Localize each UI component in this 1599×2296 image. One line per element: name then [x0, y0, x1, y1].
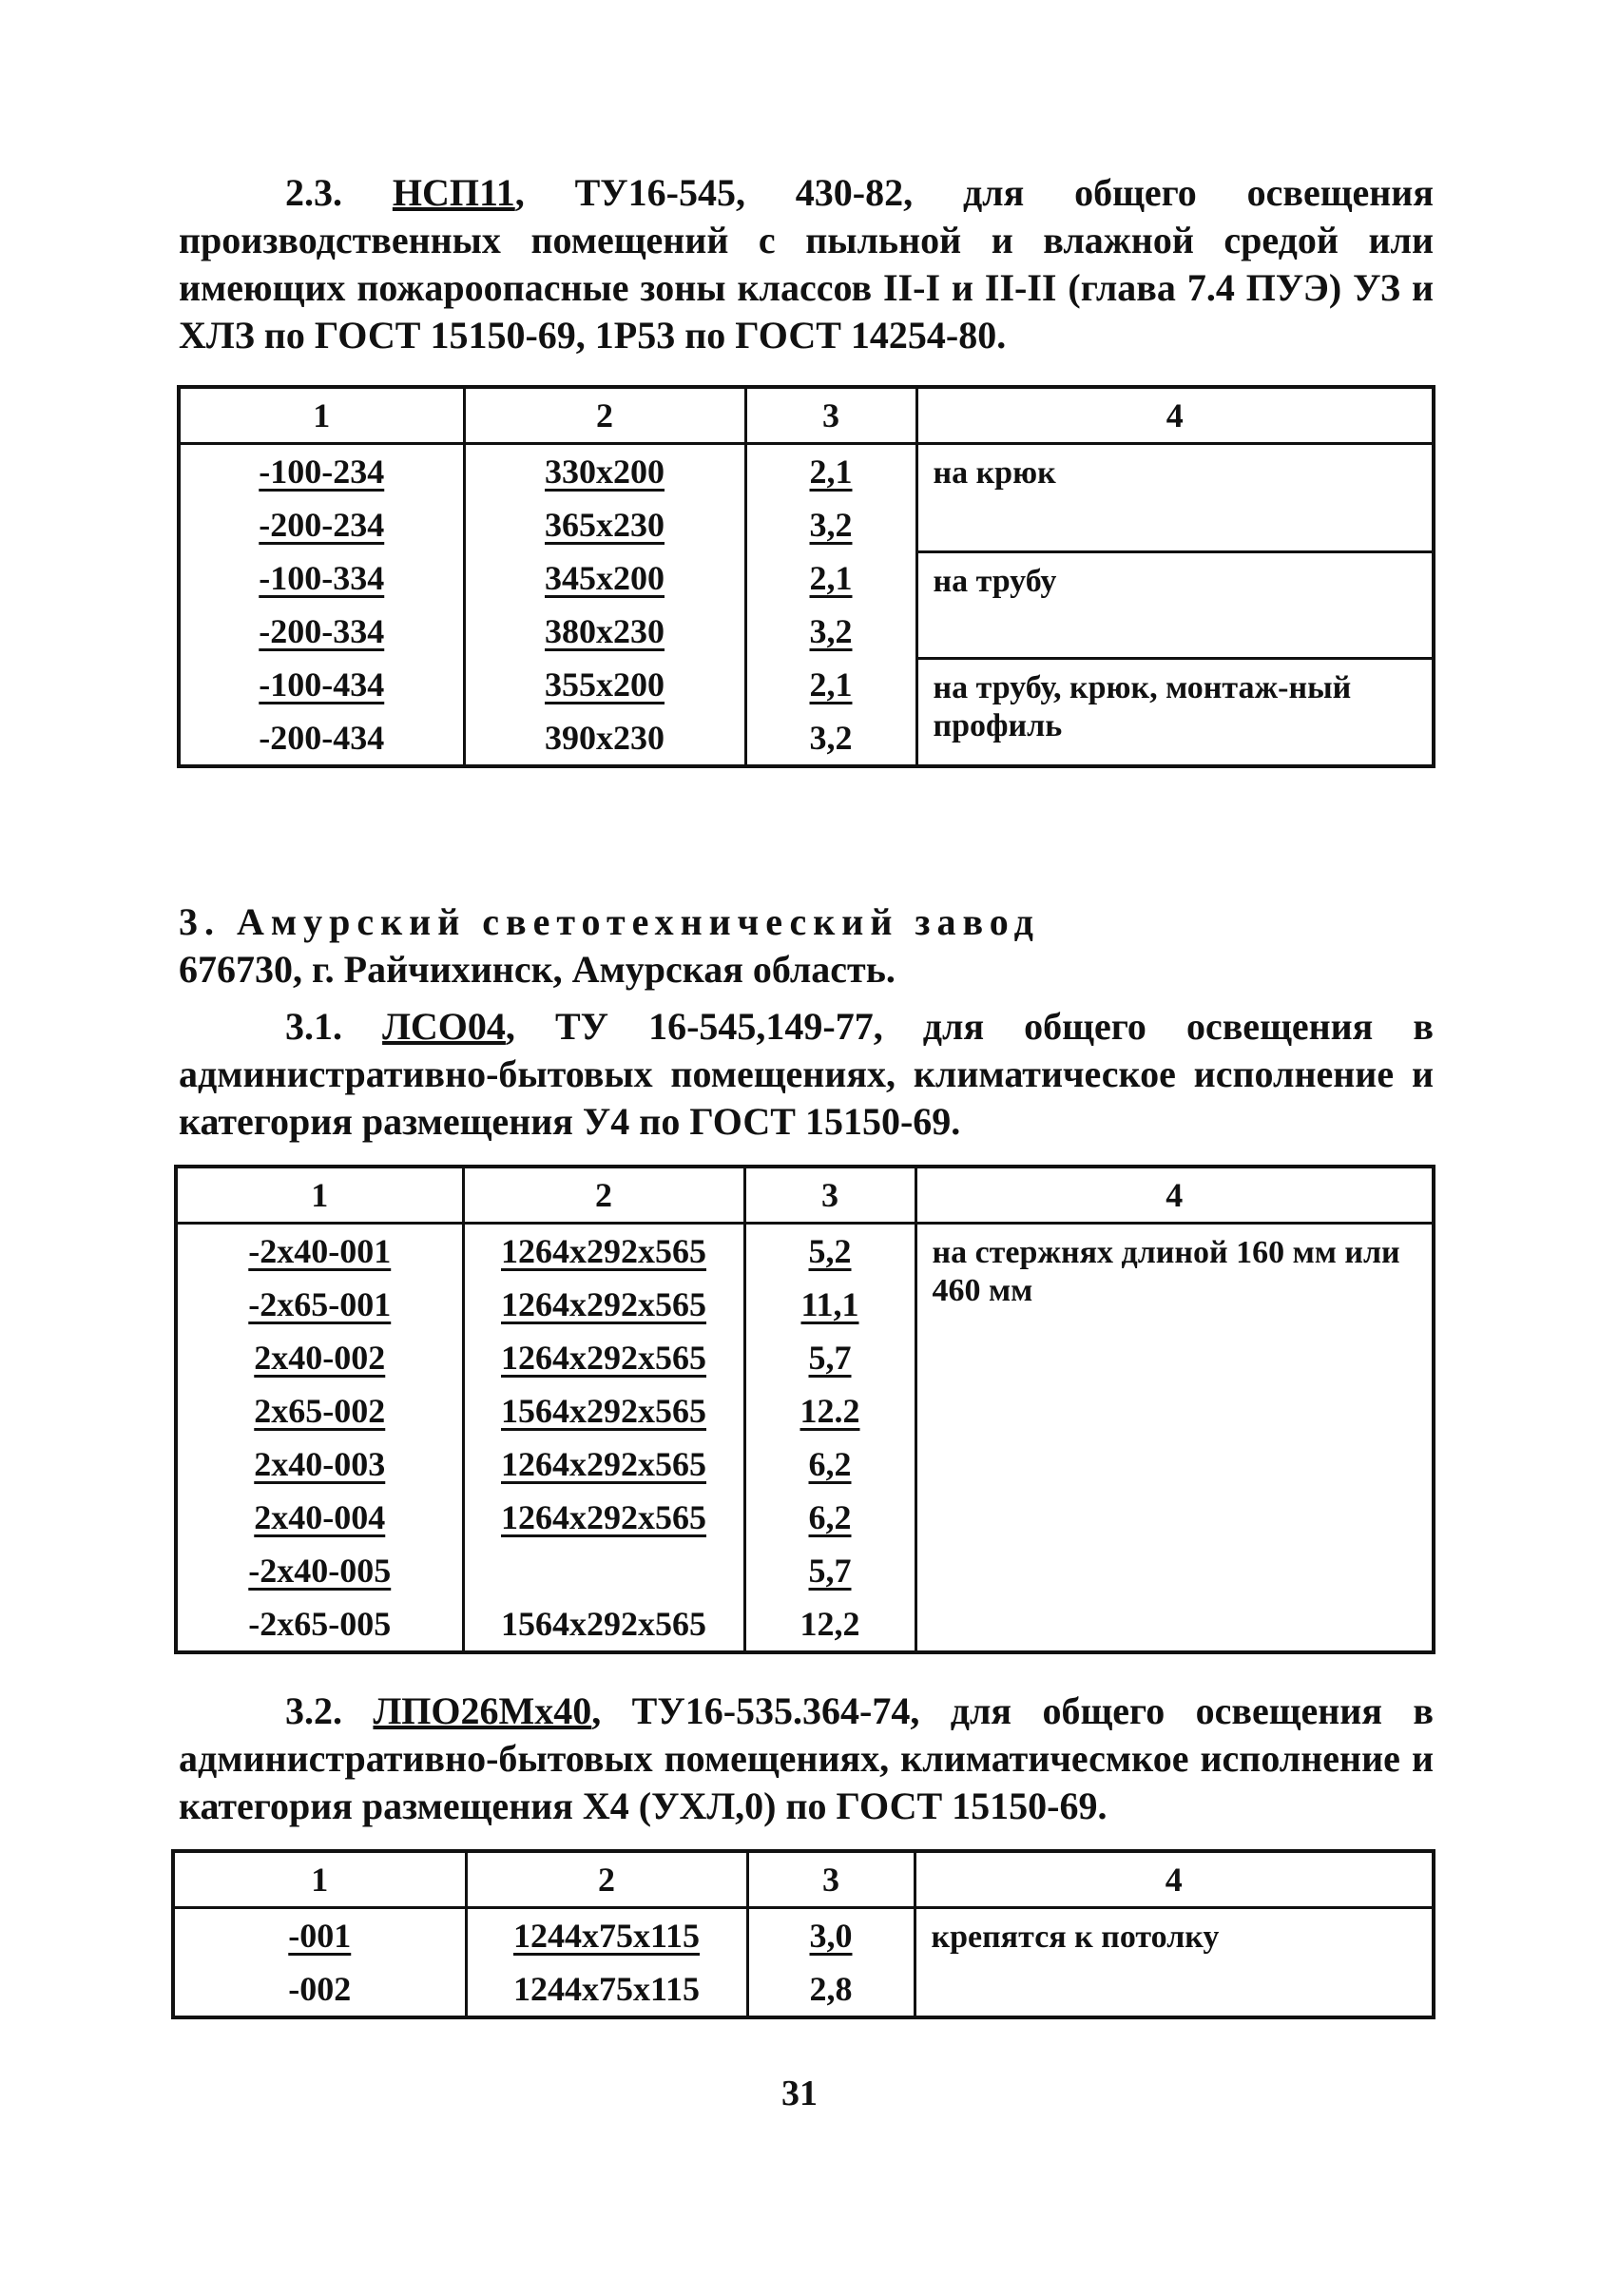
col-header-4: 4 — [915, 1167, 1434, 1224]
cell-remark: на трубу — [916, 551, 1434, 658]
col-header-4: 4 — [916, 387, 1434, 444]
cell-type: -200-234 — [179, 498, 464, 551]
cell-type: -100-434 — [179, 658, 464, 711]
cell-type: -200-334 — [179, 605, 464, 658]
section-2-3-name: НСП11 — [392, 171, 515, 214]
cell-dimensions: 1244x75x115 — [466, 1908, 747, 1963]
cell-dimensions: 1564x292x565 — [463, 1384, 744, 1437]
section-2-3-text: , ТУ16-545, 430-82, для общего освещения производственных помещений с пыльной и влажной средой или имеющих пожароопасные зоны классов II-I и II-II (глава 7.4 ПУЭ) УЗ и ХЛЗ по ГОСТ 15150-69, 1Р53 по ГОСТ 14254-80. — [179, 171, 1434, 357]
section-3-2-name: ЛПО26Мх40 — [373, 1689, 592, 1732]
col-header-1: 1 — [179, 387, 464, 444]
cell-type: -100-234 — [179, 444, 464, 499]
cell-type: 2x65-002 — [176, 1384, 463, 1437]
cell-dimensions: 1264x292x565 — [463, 1224, 744, 1279]
cell-dimensions: 345x200 — [464, 551, 745, 605]
cell-mass: 3,2 — [745, 498, 916, 551]
cell-mass: 6,2 — [744, 1437, 915, 1491]
cell-type: -2x65-001 — [176, 1278, 463, 1331]
cell-mass: 5,2 — [744, 1224, 915, 1279]
section-3-2-number: 3.2. — [285, 1689, 342, 1732]
cell-dimensions — [463, 1544, 744, 1597]
cell-mass: 3,0 — [747, 1908, 915, 1963]
section-3-address: 676730, г. Райчихинск, Амурская область. — [179, 948, 896, 991]
cell-dimensions: 1264x292x565 — [463, 1278, 744, 1331]
section-3-1-text: , ТУ 16-545,149-77, для общего освещения в административно-бытовых помещениях, климатическое исполнение и категория размещения У4 по ГОСТ 15150-69. — [179, 1005, 1434, 1143]
cell-type: -001 — [173, 1908, 466, 1963]
section-2-3-number: 2.3. — [285, 171, 342, 214]
cell-dimensions: 355x200 — [464, 658, 745, 711]
cell-type: 2x40-003 — [176, 1437, 463, 1491]
cell-mass: 3,2 — [745, 711, 916, 766]
section-3-1-paragraph — [179, 1003, 1434, 1146]
cell-mass: 2,8 — [747, 1962, 915, 2017]
cell-remark: крепятся к потолку — [915, 1908, 1434, 2018]
section-3-1-number: 3.1. — [285, 1005, 342, 1048]
cell-type: 2x40-004 — [176, 1491, 463, 1544]
cell-mass: 2,1 — [745, 658, 916, 711]
section-3-2-text: , ТУ16-535.364-74, для общего освещения в административно-бытовых помещениях, климатичесмкое исполнение и категория размещения Х4 (УХЛ,0) по ГОСТ 15150-69. — [179, 1689, 1435, 1827]
table-2-3 — [177, 385, 1435, 768]
col-header-4: 4 — [915, 1851, 1434, 1908]
cell-dimensions: 390x230 — [464, 711, 745, 766]
cell-dimensions: 1264x292x565 — [463, 1491, 744, 1544]
col-header-3: 3 — [744, 1167, 915, 1224]
cell-dimensions: 1564x292x565 — [463, 1597, 744, 1652]
cell-type: 2x40-002 — [176, 1331, 463, 1384]
cell-mass: 5,7 — [744, 1331, 915, 1384]
cell-remark: на трубу, крюк, монтаж-ный профиль — [916, 658, 1434, 766]
section-3-2-paragraph — [179, 1688, 1434, 1830]
table-3-2 — [171, 1849, 1435, 2019]
col-header-1: 1 — [176, 1167, 463, 1224]
cell-dimensions: 1264x292x565 — [463, 1437, 744, 1491]
col-header-1: 1 — [173, 1851, 466, 1908]
cell-remark: на стержнях длиной 160 мм или 460 мм — [915, 1224, 1434, 1653]
col-header-2: 2 — [464, 387, 745, 444]
table-row — [179, 444, 1434, 499]
cell-dimensions: 380x230 — [464, 605, 745, 658]
table-row — [179, 658, 1434, 711]
cell-type: -002 — [173, 1962, 466, 2017]
section-3-1-name: ЛСО04 — [382, 1005, 506, 1048]
cell-type: -2x40-005 — [176, 1544, 463, 1597]
section-2-3-paragraph — [179, 169, 1434, 359]
col-header-2: 2 — [463, 1167, 744, 1224]
cell-dimensions: 1264x292x565 — [463, 1331, 744, 1384]
cell-mass: 6,2 — [744, 1491, 915, 1544]
col-header-3: 3 — [745, 387, 916, 444]
table-header-row — [173, 1851, 1434, 1908]
cell-mass: 11,1 — [744, 1278, 915, 1331]
col-header-2: 2 — [466, 1851, 747, 1908]
col-header-3: 3 — [747, 1851, 915, 1908]
cell-mass: 12,2 — [744, 1597, 915, 1652]
table-header-row — [176, 1167, 1434, 1224]
cell-mass: 5,7 — [744, 1544, 915, 1597]
table-row — [179, 551, 1434, 605]
table-row — [173, 1908, 1434, 1963]
table-row — [176, 1224, 1434, 1279]
page-number: 31 — [781, 2074, 818, 2113]
cell-dimensions: 330x200 — [464, 444, 745, 499]
cell-dimensions: 1244x75x115 — [466, 1962, 747, 2017]
cell-type: -2x40-001 — [176, 1224, 463, 1279]
cell-mass: 12.2 — [744, 1384, 915, 1437]
cell-remark: на крюк — [916, 444, 1434, 552]
cell-mass: 2,1 — [745, 551, 916, 605]
cell-mass: 3,2 — [745, 605, 916, 658]
cell-type: -2x65-005 — [176, 1597, 463, 1652]
cell-type: -200-434 — [179, 711, 464, 766]
cell-dimensions: 365x230 — [464, 498, 745, 551]
table-3-1 — [174, 1165, 1435, 1654]
cell-type: -100-334 — [179, 551, 464, 605]
cell-mass: 2,1 — [745, 444, 916, 499]
table-header-row — [179, 387, 1434, 444]
section-3-title: 3. Амурский светотехнический завод — [179, 900, 1040, 943]
